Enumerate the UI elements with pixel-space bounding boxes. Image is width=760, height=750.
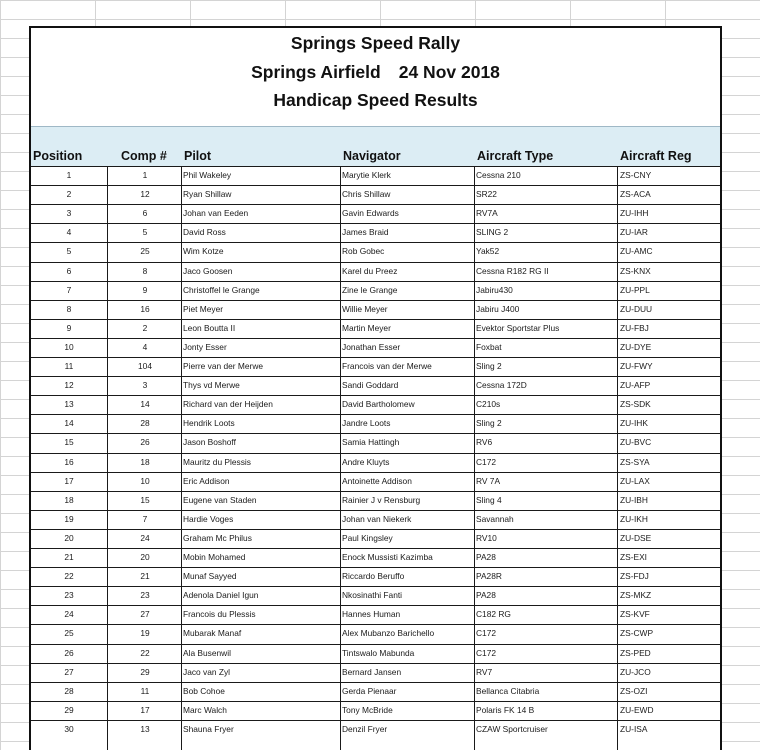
cell-aircraft-type: Cessna 210 [476,170,521,180]
cell-aircraft-type: C172 [476,628,497,639]
cell-aircraft-type: Jabiru430 [476,284,513,295]
cell-aircraft-reg: ZU-PPL [620,284,650,295]
cell-position: 22 [64,571,74,582]
cell-pilot: Ala Busenwil [183,647,231,658]
cell-aircraft-reg: ZU-IHH [620,208,649,219]
cell-navigator: Johan van Niekerk [342,513,412,524]
cell-comp: 3 [142,380,148,391]
column-divider [617,166,618,750]
cell-pilot: Mobin Mohamed [183,552,246,562]
cell-aircraft-reg: ZU-LAX [620,475,650,486]
cell-pilot: Bob Cohoe [183,685,225,696]
cell-aircraft-reg: ZS-KVF [620,609,650,620]
header-comp: Comp # [121,149,167,163]
cell-navigator: Zine le Grange [342,284,398,295]
cell-aircraft-type: RV 7A [476,475,501,486]
venue: Springs Airfield [251,62,381,82]
cell-position: 2 [66,189,72,200]
cell-aircraft-reg: ZU-ISA [620,723,648,734]
cell-aircraft-type: Jabiru J400 [476,303,520,314]
cell-aircraft-type: Sling 4 [476,494,502,505]
cell-aircraft-type: C172 [476,647,497,658]
cell-aircraft-type: CZAW Sportcruiser [476,723,548,734]
cell-comp: 6 [142,208,148,219]
cell-aircraft-type: PA28R [476,571,502,582]
cell-navigator: Willie Meyer [342,303,388,314]
cell-aircraft-reg: ZS-EXI [620,552,647,562]
cell-comp: 22 [140,647,150,658]
cell-pilot: Shauna Fryer [183,723,234,734]
cell-position: 17 [64,475,74,486]
cell-comp: 2 [142,322,148,333]
cell-comp: 20 [140,552,150,562]
cell-comp: 13 [140,723,150,734]
cell-position: 15 [64,437,74,448]
cell-navigator: Rob Gobec [342,246,385,257]
cell-aircraft-reg: ZU-DUU [620,303,653,314]
cell-aircraft-reg: ZS-KNX [620,265,651,276]
column-divider [340,166,341,750]
cell-comp: 11 [140,685,150,696]
cell-comp: 7 [142,513,148,524]
cell-aircraft-type: RV6 [476,437,493,448]
cell-navigator: Samia Hattingh [342,437,400,448]
cell-comp: 4 [142,341,148,352]
cell-position: 4 [66,227,72,238]
cell-navigator: James Braid [342,227,389,238]
cell-pilot: Mauritz du Plessis [183,456,251,467]
cell-position: 28 [64,685,74,696]
cell-comp: 10 [140,475,150,486]
cell-pilot: Hardie Voges [183,513,234,524]
cell-position: 30 [64,723,74,734]
cell-comp: 17 [140,704,150,715]
cell-navigator: Marytie Klerk [342,170,391,180]
cell-aircraft-type: PA28 [476,590,496,601]
cell-comp: 21 [140,571,150,582]
cell-position: 23 [64,590,74,601]
cell-pilot: Mubarak Manaf [183,628,242,639]
cell-pilot: Jaco van Zyl [183,666,231,677]
cell-aircraft-reg: ZU-IAR [620,227,648,238]
cell-aircraft-type: Sling 2 [476,418,502,429]
cell-navigator: Andre Kluyts [342,456,390,467]
cell-navigator: Paul Kingsley [342,532,393,543]
cell-pilot: Thys vd Merwe [183,380,240,391]
cell-pilot: Graham Mc Philus [183,532,252,543]
cell-pilot: Munaf Sayyed [183,571,237,582]
cell-pilot: Marc Walch [183,704,227,715]
cell-position: 29 [64,704,74,715]
cell-navigator: Tintswalo Mabunda [342,647,415,658]
cell-aircraft-type: Polaris FK 14 B [476,704,535,715]
cell-navigator: Rainier J v Rensburg [342,494,421,505]
cell-aircraft-reg: ZS-SDK [620,399,651,410]
cell-navigator: Francois van der Merwe [342,361,432,371]
cell-navigator: Jonathan Esser [342,341,401,352]
cell-comp: 12 [140,189,150,200]
cell-position: 19 [64,513,74,524]
header-navigator: Navigator [343,149,401,163]
column-divider [181,166,182,750]
cell-comp: 14 [140,399,150,410]
cell-position: 7 [66,284,72,295]
cell-pilot: Pierre van der Merwe [183,361,264,371]
cell-aircraft-reg: ZS-SYA [620,456,650,467]
cell-aircraft-reg: ZU-IBH [620,494,648,505]
cell-position: 1 [66,170,72,180]
cell-aircraft-reg: ZU-IKH [620,513,648,524]
cell-navigator: Martin Meyer [342,322,391,333]
cell-pilot: Johan van Eeden [183,208,249,219]
cell-aircraft-type: C182 RG [476,609,511,620]
cell-pilot: Hendrik Loots [183,418,235,429]
cell-position: 26 [64,647,74,658]
cell-aircraft-reg: ZU-IHK [620,418,648,429]
cell-navigator: Karel du Preez [342,265,398,276]
cell-comp: 26 [140,437,150,448]
cell-aircraft-type: Cessna 172D [476,380,527,391]
cell-aircraft-reg: ZS-MKZ [620,590,652,601]
cell-navigator: Hannes Human [342,609,401,620]
cell-aircraft-reg: ZU-JCO [620,666,651,677]
cell-pilot: Richard van der Heijden [183,399,273,410]
cell-position: 24 [64,609,74,620]
cell-aircraft-reg: ZU-FBJ [620,322,649,333]
cell-position: 16 [64,456,74,467]
cell-navigator: Denzil Fryer [342,723,388,734]
cell-aircraft-type: Foxbat [476,341,502,352]
cell-pilot: Jaco Goosen [183,265,233,276]
cell-comp: 104 [138,361,152,371]
cell-position: 12 [64,380,74,391]
cell-navigator: Chris Shillaw [342,189,391,200]
cell-comp: 8 [142,265,148,276]
cell-aircraft-reg: ZU-EWD [620,704,654,715]
cell-comp: 15 [140,494,150,505]
cell-aircraft-reg: ZS-FDJ [620,571,649,582]
cell-comp: 24 [140,532,150,543]
cell-navigator: Riccardo Beruffo [342,571,405,582]
cell-pilot: Leon Boutta II [183,322,236,333]
cell-aircraft-type: Savannah [476,513,514,524]
cell-pilot: Wim Kotze [183,246,224,257]
cell-comp: 5 [142,227,148,238]
cell-navigator: David Bartholomew [342,399,415,410]
cell-navigator: Jandre Loots [342,418,391,429]
cell-comp: 18 [140,456,150,467]
cell-aircraft-type: SLING 2 [476,227,509,238]
cell-aircraft-type: RV7A [476,208,498,219]
cell-aircraft-reg: ZU-BVC [620,437,652,448]
cell-position: 14 [64,418,74,429]
cell-aircraft-reg: ZS-CWP [620,628,654,639]
cell-navigator: Bernard Jansen [342,666,402,677]
cell-pilot: David Ross [183,227,226,238]
cell-aircraft-reg: ZU-AMC [620,246,653,257]
cell-navigator: Enock Mussisti Kazimba [342,552,433,562]
cell-aircraft-type: C210s [476,399,501,410]
cell-position: 5 [66,246,72,257]
cell-aircraft-reg: ZS-ACA [620,189,651,200]
cell-position: 6 [66,265,72,276]
cell-position: 9 [66,322,72,333]
cell-position: 20 [64,532,74,543]
cell-aircraft-type: Bellanca Citabria [476,685,540,696]
cell-aircraft-reg: ZU-FWY [620,361,653,371]
cell-position: 27 [64,666,74,677]
cell-navigator: Nkosinathi Fanti [342,590,403,601]
cell-aircraft-type: Yak52 [476,246,500,257]
cell-position: 8 [66,303,72,314]
cell-navigator: Sandi Goddard [342,380,399,391]
cell-comp: 25 [140,246,150,257]
cell-position: 10 [64,341,74,352]
title-block [31,28,720,126]
cell-pilot: Francois du Plessis [183,609,256,620]
cell-navigator: Tony McBride [342,704,393,715]
cell-pilot: Jonty Esser [183,341,227,352]
cell-aircraft-reg: ZS-PED [620,647,651,658]
cell-aircraft-reg: ZS-CNY [620,170,652,180]
cell-comp: 1 [142,170,148,180]
cell-pilot: Jason Boshoff [183,437,236,448]
cell-comp: 29 [140,666,150,677]
cell-position: 25 [64,628,74,639]
cell-position: 3 [66,208,72,219]
cell-aircraft-type: RV10 [476,532,497,543]
header-aircraft-reg: Aircraft Reg [620,149,692,163]
event-date: 24 Nov 2018 [398,62,500,82]
cell-pilot: Piet Meyer [183,303,224,314]
cell-comp: 9 [142,284,148,295]
cell-comp: 19 [140,628,150,639]
cell-comp: 16 [140,303,150,314]
venue-date-line [31,62,720,83]
cell-aircraft-type: PA28 [476,552,496,562]
column-divider [107,166,108,750]
cell-navigator: Alex Mubanzo Barichello [342,628,435,639]
cell-aircraft-type: Sling 2 [476,361,502,371]
header-pilot: Pilot [184,149,212,163]
cell-aircraft-type: Cessna R182 RG II [476,265,549,276]
results-subtitle: Handicap Speed Results [273,90,478,110]
cell-position: 13 [64,399,74,410]
cell-aircraft-reg: ZU-DSE [620,532,652,543]
cell-pilot: Ryan Shillaw [183,189,232,200]
cell-navigator: Gerda Pienaar [342,685,397,696]
column-divider [474,166,475,750]
cell-position: 18 [64,494,74,505]
results-report [29,26,722,750]
cell-pilot: Phil Wakeley [183,170,232,180]
cell-aircraft-reg: ZS-OZI [620,685,648,696]
cell-aircraft-type: RV7 [476,666,493,677]
cell-comp: 27 [140,609,150,620]
cell-aircraft-type: SR22 [476,189,497,200]
cell-pilot: Eugene van Staden [183,494,257,505]
cell-aircraft-type: Evektor Sportstar Plus [476,322,560,333]
event-title: Springs Speed Rally [290,33,461,53]
cell-navigator: Gavin Edwards [342,208,399,219]
cell-position: 21 [64,552,74,562]
header-position: Position [33,149,83,163]
cell-aircraft-reg: ZU-DYE [620,341,652,352]
cell-navigator: Antoinette Addison [342,475,412,486]
cell-aircraft-type: C172 [476,456,497,467]
cell-position: 11 [64,361,74,371]
cell-pilot: Christoffel le Grange [183,284,260,295]
cell-pilot: Eric Addison [183,475,230,486]
header-aircraft-type: Aircraft Type [477,149,554,163]
cell-aircraft-reg: ZU-AFP [620,380,651,391]
cell-comp: 23 [140,590,150,601]
cell-pilot: Adenola Daniel Igun [183,590,259,601]
cell-comp: 28 [140,418,150,429]
table-header [31,126,720,167]
